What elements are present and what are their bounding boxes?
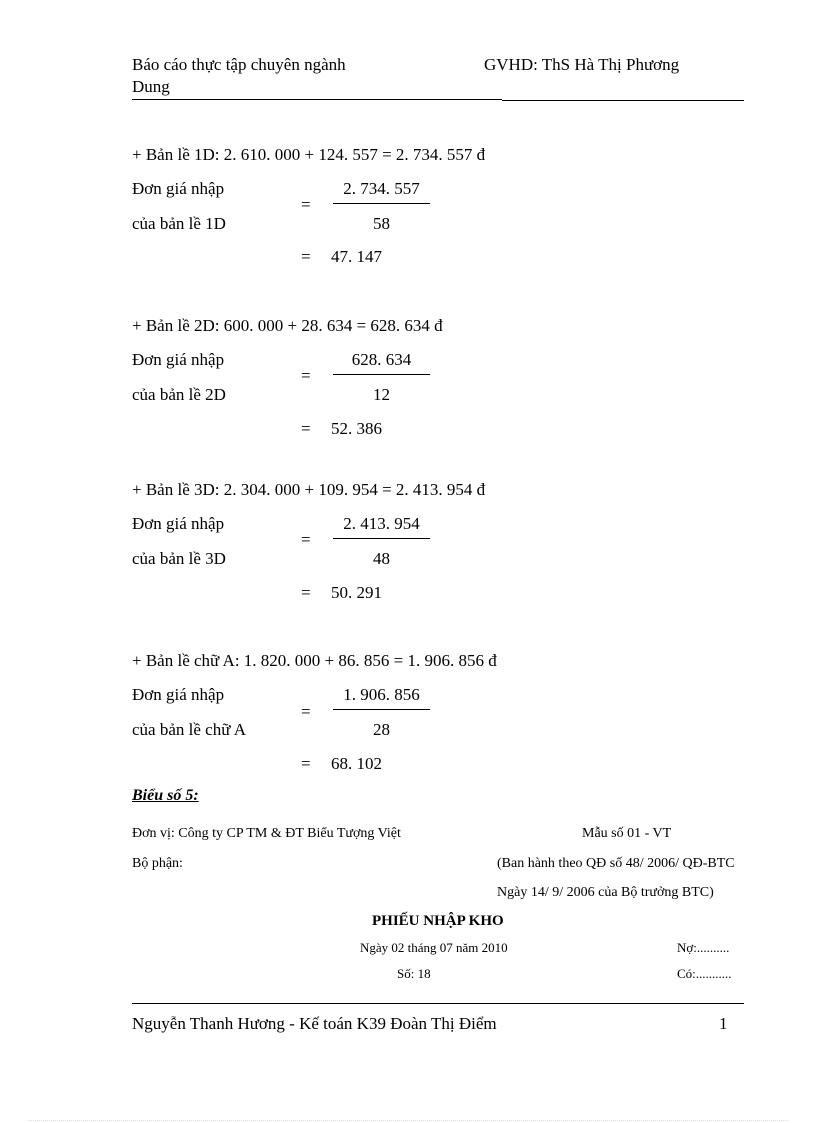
issued-date: Ngày 14/ 9/ 2006 của Bộ trưởng BTC) <box>497 885 714 900</box>
calc-line: + Bản lề chữ A: 1. 820. 000 + 86. 856 = 1. 906. 856 đ <box>132 651 497 670</box>
numerator: 1. 906. 856 <box>343 685 420 704</box>
header-rule-right <box>502 100 744 101</box>
equals-sign: = <box>301 530 311 549</box>
item-label: của bản lề 2D <box>132 385 226 404</box>
department-label: Bộ phận: <box>132 856 183 871</box>
denominator: 48 <box>373 549 390 568</box>
equals-sign: = <box>301 195 311 214</box>
denominator: 28 <box>373 720 390 739</box>
unit-price-label: Đơn giá nhập <box>132 179 225 198</box>
equals-sign: = <box>301 419 311 438</box>
header-left: Báo cáo thực tập chuyên ngành <box>132 55 346 74</box>
unit-price-label: Đơn giá nhập <box>132 514 225 533</box>
form-serial-number: Số: 18 <box>397 966 431 981</box>
equals-sign: = <box>301 702 311 721</box>
result: 47. 147 <box>331 247 382 266</box>
header-rule-left <box>132 99 502 100</box>
denominator: 58 <box>373 214 390 233</box>
page-number: 1 <box>719 1014 728 1033</box>
numerator: 2. 413. 954 <box>343 514 420 533</box>
fraction-line <box>333 709 430 710</box>
footer-author: Nguyễn Thanh Hương - Kế toán K39 Đoàn Thị Điểm <box>132 1014 497 1033</box>
form-template-number: Mẫu số 01 - VT <box>582 826 672 841</box>
calc-line: + Bản lề 2D: 600. 000 + 28. 634 = 628. 634 đ <box>132 316 443 335</box>
credit-field: Có:........... <box>677 966 732 981</box>
equals-sign: = <box>301 366 311 385</box>
equals-sign: = <box>301 583 311 602</box>
equals-sign: = <box>301 754 311 773</box>
numerator: 628. 634 <box>351 350 412 369</box>
form-date: Ngày 02 tháng 07 năm 2010 <box>360 940 508 955</box>
header-left-line2: Dung <box>132 77 170 96</box>
debit-field: Nợ:.......... <box>677 940 730 955</box>
footer-rule <box>132 1003 744 1004</box>
page-edge-dots <box>28 1120 788 1121</box>
result: 52. 386 <box>331 419 382 438</box>
unit-price-label: Đơn giá nhập <box>132 685 225 704</box>
result: 68. 102 <box>331 754 382 773</box>
header-right: GVHD: ThS Hà Thị Phương <box>484 55 680 74</box>
item-label: của bản lề 1D <box>132 214 226 233</box>
unit-name: Đơn vị: Công ty CP TM & ĐT Biểu Tượng Việt <box>132 826 401 841</box>
result: 50. 291 <box>331 583 382 602</box>
form-title: PHIẾU NHẬP KHO <box>372 913 504 929</box>
numerator: 2. 734. 557 <box>343 179 420 198</box>
item-label: của bản lề chữ A <box>132 720 247 739</box>
fraction-line <box>333 374 430 375</box>
issued-by-decision: (Ban hành theo QĐ số 48/ 2006/ QĐ-BTC <box>497 856 735 871</box>
form-number-label: Biểu số 5: <box>132 787 199 804</box>
denominator: 12 <box>373 385 390 404</box>
calc-line: + Bản lề 3D: 2. 304. 000 + 109. 954 = 2. 413. 954 đ <box>132 480 486 499</box>
calc-line: + Bản lề 1D: 2. 610. 000 + 124. 557 = 2. 734. 557 đ <box>132 145 486 164</box>
unit-price-label: Đơn giá nhập <box>132 350 225 369</box>
fraction-line <box>333 203 430 204</box>
item-label: của bản lề 3D <box>132 549 226 568</box>
fraction-line <box>333 538 430 539</box>
equals-sign: = <box>301 247 311 266</box>
